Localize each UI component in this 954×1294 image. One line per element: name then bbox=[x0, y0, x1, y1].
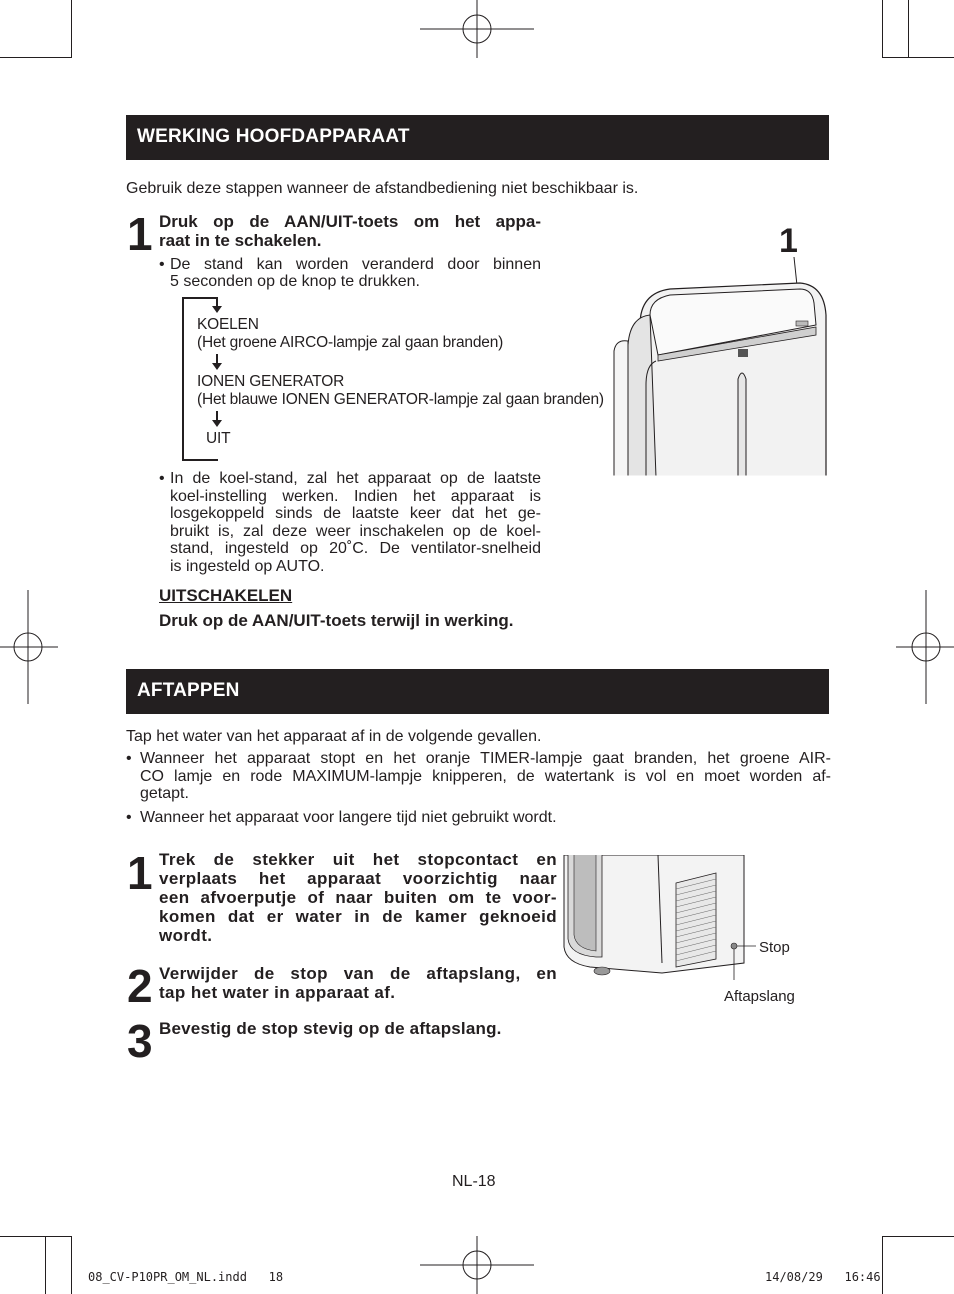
section-intro: Gebruik deze stappen wanneer de afstandbediening niet beschikbaar is. bbox=[126, 180, 639, 197]
step-block bbox=[159, 850, 557, 945]
step-block bbox=[159, 1019, 557, 1038]
bullet-line: getapt. bbox=[140, 785, 189, 802]
bullet-line: is ingesteld op AUTO. bbox=[170, 557, 325, 575]
bullet-line: koel-instelling werken. Indien het apparaat is bbox=[170, 487, 541, 505]
bullet-text: 5 seconden op de knop te drukken. bbox=[170, 273, 420, 290]
step-number: 1 bbox=[127, 847, 153, 899]
bullet-text: Wanneer het apparaat voor langere tijd niet gebruikt wordt. bbox=[140, 809, 557, 826]
step-text-line: Druk op de AAN/UIT-toets om het appa- bbox=[159, 212, 541, 231]
flow-step-note: (Het blauwe IONEN GENERATOR-lampje zal gaan branden) bbox=[197, 391, 604, 408]
flow-step-ionen: IONEN GENERATOR bbox=[197, 373, 345, 390]
registration-mark-top bbox=[420, 0, 534, 58]
callout-stop: Stop bbox=[759, 939, 790, 956]
flow-step-uit: UIT bbox=[206, 430, 231, 447]
off-heading: UITSCHAKELEN bbox=[159, 586, 293, 605]
flow-step-koelen: KOELEN bbox=[197, 316, 259, 333]
step-text-line: Bevestig de stop stevig op de aftapslang. bbox=[159, 1019, 502, 1038]
bullet-item: • Wanneer het apparaat stopt en het oranje TIMER-lampje gaat branden, het groene AIR- CO lamje en rode MAXIMUM-lampje knipperen, de watertank is vol en moet worden af- getapt. bbox=[126, 750, 831, 802]
step-number: 3 bbox=[127, 1015, 153, 1067]
bullet-item: • In de koel-stand, zal het apparaat op de laatste koel-instelling werken. Indien het apparaat is losgekoppeld sinds de laatste keer dat het ge- bruikt is, zal deze weer inschakelen op de koel- stand, ingesteld op 20˚C. De ventilator-snelheid is ingesteld op AUTO. bbox=[159, 470, 541, 575]
step-number: 2 bbox=[127, 960, 153, 1012]
step-text-line: Verwijder de stop van de aftapslang, en bbox=[159, 964, 557, 983]
registration-mark-bottom bbox=[420, 1236, 534, 1294]
bullet-item: • De stand kan worden veranderd door binnen bbox=[159, 256, 541, 273]
footer-filename: 08_CV-P10PR_OM_NL.indd 18 bbox=[88, 1270, 284, 1284]
step-block bbox=[159, 964, 557, 1002]
bullet-line: losgekoppeld sinds de laatste keer dat het ge- bbox=[170, 505, 541, 522]
bullet-text: De stand kan worden veranderd door binnen bbox=[170, 256, 541, 273]
air-conditioner-illustration bbox=[610, 255, 832, 479]
bullet-line: Wanneer het apparaat stopt en het oranje TIMER-lampje gaat branden, het groene AIR- bbox=[140, 750, 831, 767]
drain-hose-illustration bbox=[562, 855, 762, 980]
step-text-line: raat in te schakelen. bbox=[159, 231, 322, 250]
step-number: 1 bbox=[127, 208, 153, 260]
bullet-item: • Wanneer het apparaat voor langere tijd niet gebruikt wordt. bbox=[126, 809, 557, 826]
step-text-line: komen dat er water in de kamer geknoeid bbox=[159, 907, 557, 926]
flow-step-note: (Het groene AIRCO-lampje zal gaan branden) bbox=[197, 334, 504, 351]
step-text-line: Trek de stekker uit het stopcontact en bbox=[159, 850, 557, 869]
step-text-line: wordt. bbox=[159, 926, 213, 945]
bullet-line: In de koel-stand, zal het apparaat op de laatste bbox=[170, 470, 541, 487]
off-instruction: Druk op de AAN/UIT-toets terwijl in werking. bbox=[159, 611, 514, 630]
section-title: WERKING HOOFDAPPARAAT bbox=[137, 126, 410, 147]
registration-mark-right bbox=[896, 590, 954, 704]
step-text-line: tap het water in apparaat af. bbox=[159, 983, 396, 1002]
figure-callout-number: 1 bbox=[779, 222, 798, 260]
step-text-line: een afvoerputje of naar buiten om te voor- bbox=[159, 888, 557, 907]
section-title: AFTAPPEN bbox=[137, 680, 240, 701]
section-header-werking bbox=[126, 115, 829, 160]
section-intro: Tap het water van het apparaat af in de volgende gevallen. bbox=[126, 728, 542, 745]
section-header-aftappen bbox=[126, 669, 829, 714]
callout-aftapslang: Aftapslang bbox=[724, 988, 795, 1005]
step-text-line: verplaats het apparaat voorzichtig naar bbox=[159, 869, 557, 888]
registration-mark-left bbox=[0, 590, 58, 704]
bullet-line: CO lamje en rode MAXIMUM-lampje knipperen, de watertank is vol en moet worden af- bbox=[140, 767, 831, 785]
bullet-line: bruikt is, zal deze weer inschakelen op de koel- bbox=[170, 522, 541, 540]
bullet-line: stand, ingesteld op 20˚C. De ventilator-snelheid bbox=[170, 540, 541, 557]
footer-timestamp: 14/08/29 16:46 bbox=[765, 1270, 881, 1284]
page-number: NL-18 bbox=[452, 1173, 496, 1190]
